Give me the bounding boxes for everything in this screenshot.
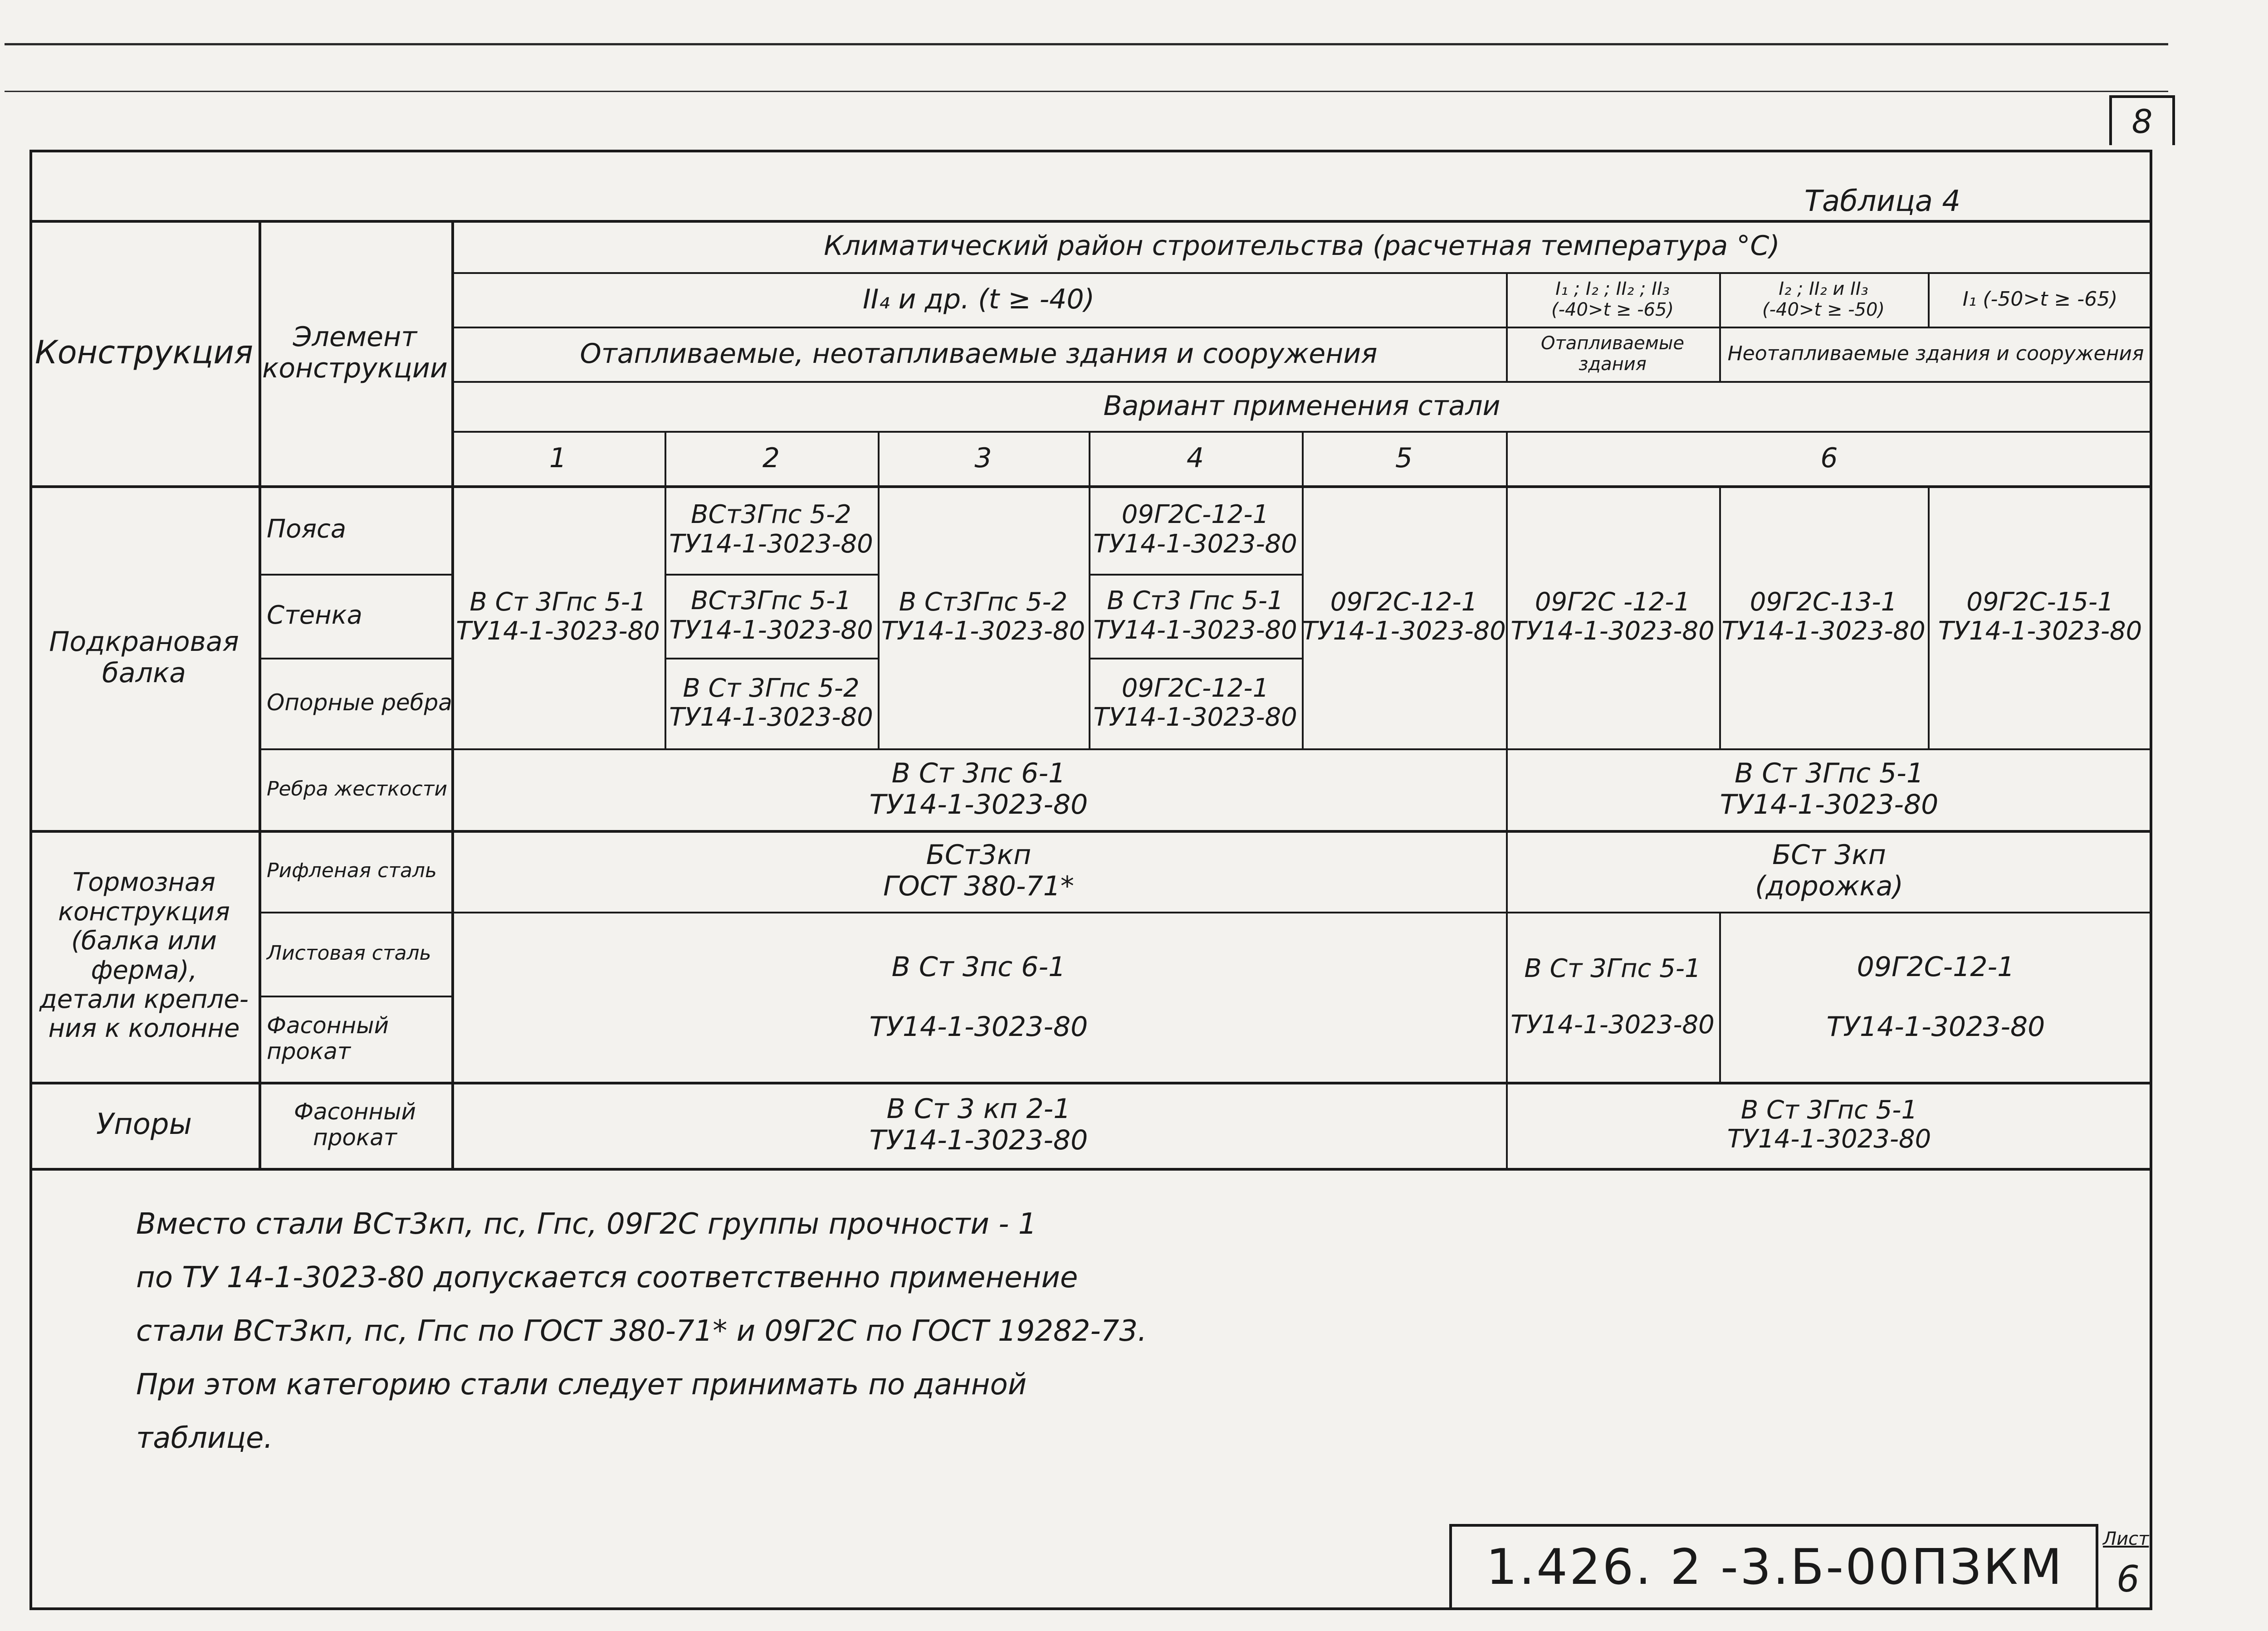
- footnote-line: таблице.: [136, 1421, 273, 1455]
- row-ribbed-steel: Рифленая сталь: [267, 859, 437, 882]
- cell-v4-wall: В Ст3 Гпс 5-1 ТУ14-1-3023-80: [1093, 586, 1297, 645]
- header-zone-a: II₄ и др. (t ≥ -40): [862, 283, 1095, 315]
- cell-ribbed-main: БСт3кп ГОСТ 380-71*: [883, 839, 1074, 902]
- variant-number: 3: [974, 442, 992, 474]
- cell-brake-v6bc: 09Г2С-12-1 ТУ14-1-3023-80: [1826, 951, 2045, 1043]
- page-tag: 8: [2109, 95, 2175, 145]
- cell-stops-v6: В Ст 3Гпс 5-1 ТУ14-1-3023-80: [1727, 1095, 1931, 1154]
- cell-ribbed-v6: БСт 3кп (дорожка): [1755, 839, 1903, 902]
- row-brake: Тормозная конструкция (балка или ферма), детали крепле- ния к колонне: [39, 868, 249, 1044]
- header-variant: Вариант применения стали: [1103, 390, 1501, 422]
- cell-v1-beam: В Ст 3Гпс 5-1 ТУ14-1-3023-80: [456, 587, 660, 646]
- footnote: [136, 1197, 1179, 1465]
- row-shaped-rolled: Фасонный прокат: [267, 1012, 389, 1065]
- header-building-b: Отапливаемые здания: [1540, 333, 1685, 375]
- header-zone-c: I₂ ; II₂ и II₃ (-40>t ≥ -50): [1762, 278, 1885, 320]
- row-support-ribs: Опорные ребра: [267, 689, 452, 716]
- table-label: Таблица 4: [1804, 185, 1961, 219]
- row-sheet-steel: Листовая сталь: [267, 942, 431, 965]
- cell-stops-main: В Ст 3 кп 2-1 ТУ14-1-3023-80: [869, 1093, 1088, 1156]
- cell-v4-belts: 09Г2С-12-1 ТУ14-1-3023-80: [1093, 500, 1297, 559]
- cell-v2-ribs: В Ст 3Гпс 5-2 ТУ14-1-3023-80: [669, 673, 873, 732]
- row-stops-element: Фасонный прокат: [293, 1098, 416, 1151]
- cell-brake-v6a: В Ст 3Гпс 5-1 ТУ14-1-3023-80: [1510, 954, 1715, 1040]
- footnote-line: стали ВСт3кп, пс, Гпс по ГОСТ 380-71* и 09Г2С по ГОСТ 19282-73.: [136, 1314, 1147, 1348]
- cell-v4-ribs: 09Г2С-12-1 ТУ14-1-3023-80: [1093, 673, 1297, 732]
- variant-number: 4: [1186, 442, 1204, 474]
- footnote-line: по ТУ 14-1-3023-80 допускается соответственно применение: [136, 1261, 1078, 1294]
- cell-v6c-beam: 09Г2С-15-1 ТУ14-1-3023-80: [1938, 587, 2142, 646]
- header-building-a: Отапливаемые, неотапливаемые здания и сооружения: [580, 337, 1378, 370]
- row-stiff-ribs: Ребра жесткости: [267, 777, 448, 801]
- cell-v2-wall: ВСт3Гпс 5-1 ТУ14-1-3023-80: [669, 586, 873, 645]
- cell-v6b-beam: 09Г2С-13-1 ТУ14-1-3023-80: [1721, 587, 1926, 646]
- cell-stiff-main: В Ст 3пс 6-1 ТУ14-1-3023-80: [869, 757, 1088, 820]
- header-building-c: Неотапливаемые здания и сооружения: [1727, 342, 2144, 365]
- top-border-line: [5, 43, 2168, 45]
- header-climate: Климатический район строительства (расчетная температура °С): [824, 230, 1780, 262]
- header-zone-d: I₁ (-50>t ≥ -65): [1962, 287, 2118, 311]
- variant-number: 6: [1820, 442, 1838, 474]
- row-crane-beam: Подкрановая балка: [49, 626, 239, 689]
- footnote-line: Вместо стали ВСт3кп, пс, Гпс, 09Г2С группы прочности - 1: [136, 1207, 1037, 1241]
- cell-v3-beam: В Ст3Гпс 5-2 ТУ14-1-3023-80: [881, 587, 1085, 646]
- cell-stiff-v6: В Ст 3Гпс 5-1 ТУ14-1-3023-80: [1720, 757, 1939, 820]
- header-element: Элемент конструкции: [262, 321, 448, 384]
- header-zone-b: I₁ ; I₂ ; II₂ ; II₃ (-40>t ≥ -65): [1551, 278, 1674, 320]
- header-construction: Конструкция: [35, 334, 253, 371]
- sheet-number: 6: [2116, 1558, 2140, 1600]
- sheet-label: Лист: [2103, 1528, 2149, 1549]
- variant-number: 1: [549, 442, 567, 474]
- cell-brake-main: В Ст 3пс 6-1 ТУ14-1-3023-80: [869, 951, 1088, 1043]
- cell-v5-beam: 09Г2С-12-1 ТУ14-1-3023-80: [1302, 587, 1506, 646]
- variant-number: 5: [1395, 442, 1413, 474]
- cell-v2-belts: ВСт3Гпс 5-2 ТУ14-1-3023-80: [669, 500, 873, 559]
- row-wall: Стенка: [267, 601, 362, 630]
- row-belts: Пояса: [267, 514, 347, 544]
- sheet-number-box: [2096, 1524, 2155, 1608]
- footnote-line: При этом категорию стали следует принимать по данной: [136, 1368, 1027, 1401]
- grid-line: [29, 1168, 2152, 1171]
- row-stops: Упоры: [96, 1108, 192, 1142]
- variant-number: 2: [762, 442, 780, 474]
- top-border-line-2: [5, 91, 2168, 92]
- drawing-code-stamp: 1.426. 2 -3.Б-00ПЗКМ: [1449, 1524, 2098, 1608]
- cell-v6a-beam: 09Г2С -12-1 ТУ14-1-3023-80: [1510, 587, 1715, 646]
